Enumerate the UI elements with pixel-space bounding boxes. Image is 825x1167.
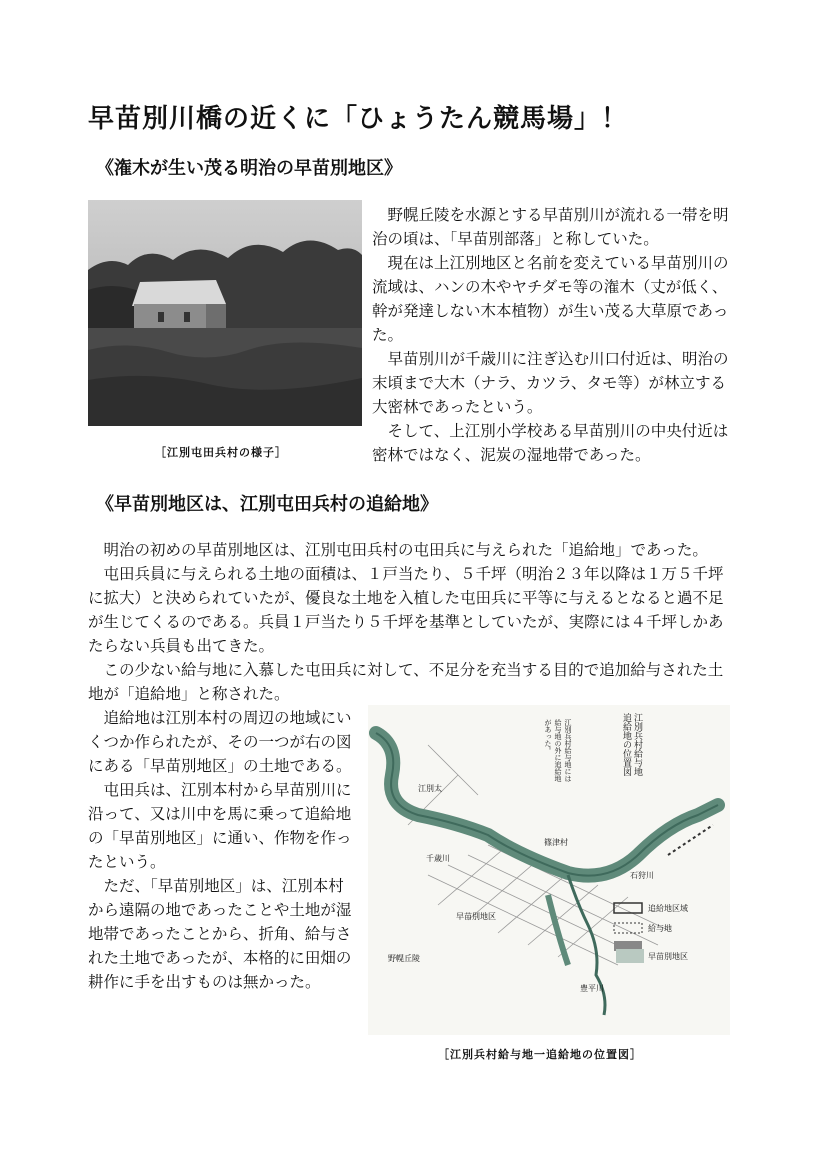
map-label: 篠津村 xyxy=(544,838,568,847)
section1-paragraph: そして、上江別小学校ある早苗別川の中央付近は密林ではなく、泥炭の湿地帯であった。 xyxy=(372,422,729,464)
map-label: 石狩川 xyxy=(630,871,654,880)
section2-paragraph: 明治の初めの早苗別地区は、江別屯田兵村の屯田兵に与えられた「追給地」であった。 xyxy=(103,541,708,559)
village-photo xyxy=(88,200,362,426)
map-title xyxy=(620,713,642,776)
section1-paragraph: 現在は上江別地区と名前を変えている早苗別川の流域は、ハンの木やヤチダモ等の潅木（丈が低く、幹が発達しない木本植物）が生い茂る大草原であった。 xyxy=(372,254,729,344)
map-note-line: 給与地の外に追給地 xyxy=(554,719,562,782)
photo-caption: ［江別屯田兵村の様子］ xyxy=(155,446,287,459)
section1-paragraph: 野幌丘陵を水源とする早苗別川が流れる一帯を明治の頃は、「早苗別部落」と称していた。 xyxy=(372,206,729,248)
section1-body xyxy=(372,203,732,467)
section1-heading: 《潅木が生い茂る明治の早苗別地区》 xyxy=(96,158,402,179)
section2-paragraph: 屯田兵員に与えられる土地の面積は、１戸当たり、５千坪（明治２３年以降は１万５千坪に拡大）と決められていたが、優良な土地を入植した屯田兵に平等に与えるとなると過不足が生じてくるのである。兵員１戸当たり５千坪を基準としていたが、実際には４千坪しかあたらない兵員も出てきた。 xyxy=(88,565,724,655)
map-note-line: 江別兵村給与地には xyxy=(564,719,572,782)
section2-paragraph: この少ない給与地に入慕した屯田兵に対して、不足分を充当する目的で追加給与された土地が「追給地」と称された。 xyxy=(88,661,724,703)
side-paragraph: 屯田兵は、江別本村から早苗別川に沿って、又は川中を馬に乗って追給地の「早苗別地区」に通い、作物を作ったという。 xyxy=(88,781,352,871)
map-label: 江別太 xyxy=(418,784,442,793)
section2-side-body xyxy=(88,706,356,994)
map-title-line: 江別兵村給与地 xyxy=(632,713,642,776)
map-label: 野幌丘陵 xyxy=(388,954,420,963)
section2-heading: 《早苗別地区は、江別屯田兵村の追給地》 xyxy=(96,494,438,515)
legend-item: 追給地区域 xyxy=(648,904,688,913)
side-paragraph: ただ、「早苗別地区」は、江別本村から遠隔の地であったことや土地が湿地帯であったことから、折角、給与された土地であったが、本格的に田畑の耕作に手を出すものは無かった。 xyxy=(88,877,352,991)
page-title: 早苗別川橋の近くに「ひょうたん競馬場」！ xyxy=(88,104,629,134)
location-map xyxy=(368,705,730,1035)
map-label: 豊平川 xyxy=(580,984,604,993)
legend-item: 早苗別地区 xyxy=(648,952,688,961)
map-caption: ［江別兵村給与地一追給地の位置図］ xyxy=(438,1048,642,1061)
section1-paragraph: 早苗別川が千歳川に注ぎ込む川口付近は、明治の末頃まで大木（ナラ、カツラ、タモ等）が林立する大密林であったという。 xyxy=(372,350,729,416)
map-label: 早苗別地区 xyxy=(456,912,496,921)
map-label: 千歳川 xyxy=(426,854,450,863)
map-title-line: 追給地の位置図 xyxy=(621,713,631,776)
map-note-line: があった。 xyxy=(544,719,552,754)
legend-item: 給与地 xyxy=(648,924,672,933)
section2-body xyxy=(88,538,734,706)
map-note xyxy=(543,719,573,782)
side-paragraph: 追給地は江別本村の周辺の地域にいくつか作られたが、その一つが右の図にある「早苗別地区」の土地である。 xyxy=(88,709,352,775)
